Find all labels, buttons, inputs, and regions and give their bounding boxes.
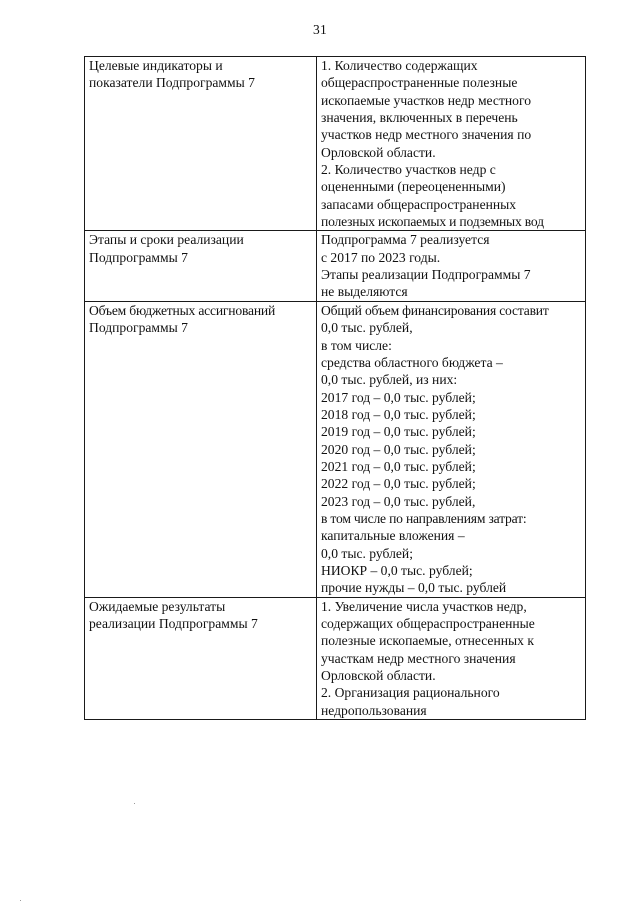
value-line: 0,0 тыс. рублей, (321, 320, 413, 336)
value-line: Подпрограмма 7 реализуется (321, 232, 490, 248)
value-line: оцененными (переоцененными) (321, 179, 506, 195)
label-line: Объем бюджетных ассигнований (89, 302, 276, 318)
value-line: полезные ископаемые, отнесенных к (321, 633, 534, 649)
value-line: запасами общераспространенных (321, 196, 517, 212)
row-label-budget (85, 301, 317, 597)
value-line: 2022 год – 0,0 тыс. рублей; (321, 476, 476, 492)
value-line: 2. Количество участков недр с (321, 162, 496, 178)
value-line: 2019 год – 0,0 тыс. рублей; (321, 424, 476, 440)
subprogram-passport-table (84, 56, 586, 720)
value-line: полезных ископаемых и подземных вод (321, 214, 544, 230)
row-value-budget (317, 301, 586, 597)
value-line: участкам недр местного значения (321, 650, 516, 666)
value-line: Орловской области. (321, 668, 436, 684)
table-row-results (85, 597, 586, 719)
value-line: в том числе: (321, 337, 392, 353)
value-line: НИОКР – 0,0 тыс. рублей; (321, 562, 473, 578)
label-line: Этапы и сроки реализации (89, 232, 244, 248)
label-line: Ожидаемые результаты (89, 598, 226, 614)
row-value-indicators (317, 57, 586, 231)
value-line: Общий объем финансирования составит (321, 302, 549, 318)
value-line: в том числе по направлениям затрат: (321, 510, 527, 526)
scan-speck (134, 803, 135, 804)
value-line: значения, включенных в перечень (321, 110, 518, 126)
row-value-stages (317, 231, 586, 301)
value-line: содержащих общераспространенные (321, 616, 535, 631)
value-line: 1. Количество содержащих (321, 58, 478, 73)
value-line: 2017 год – 0,0 тыс. рублей; (321, 389, 476, 405)
value-line: участков недр местного значения по (321, 127, 532, 143)
label-line: реализации Подпрограммы 7 (89, 616, 258, 631)
value-line: Этапы реализации Подпрограммы 7 (321, 267, 531, 283)
row-label-indicators (85, 57, 317, 231)
value-line: 2. Организация рационального (321, 685, 500, 701)
value-line: 2020 год – 0,0 тыс. рублей; (321, 441, 476, 457)
value-line: Орловской области. (321, 144, 436, 160)
value-line: прочие нужды – 0,0 тыс. рублей (321, 580, 507, 596)
value-line: ископаемые участков недр местного (321, 92, 531, 108)
label-line: Целевые индикаторы и (89, 58, 223, 73)
value-line: с 2017 по 2023 годы. (321, 249, 441, 265)
page-number: 31 (312, 22, 328, 37)
value-line: недропользования (321, 702, 427, 718)
row-value-results (317, 597, 586, 719)
value-line: 2021 год – 0,0 тыс. рублей; (321, 458, 476, 474)
label-line: Подпрограммы 7 (89, 249, 188, 265)
table-row-indicators (85, 57, 586, 231)
scan-speck (20, 900, 21, 901)
value-line: 0,0 тыс. рублей; (321, 545, 413, 561)
row-label-results (85, 597, 317, 719)
value-line: капитальные вложения – (321, 528, 465, 544)
row-label-stages (85, 231, 317, 301)
value-line: 1. Увеличение числа участков недр, (321, 598, 527, 614)
value-line: 2018 год – 0,0 тыс. рублей; (321, 406, 476, 422)
label-line: Подпрограммы 7 (89, 320, 188, 336)
value-line: средства областного бюджета – (321, 354, 503, 370)
label-line: показатели Подпрограммы 7 (89, 75, 255, 91)
value-line: не выделяются (321, 284, 408, 300)
table-row-stages (85, 231, 586, 301)
value-line: общераспространенные полезные (321, 75, 518, 91)
value-line: 2023 год – 0,0 тыс. рублей, (321, 493, 476, 509)
value-line: 0,0 тыс. рублей, из них: (321, 372, 458, 388)
table-row-budget (85, 301, 586, 597)
